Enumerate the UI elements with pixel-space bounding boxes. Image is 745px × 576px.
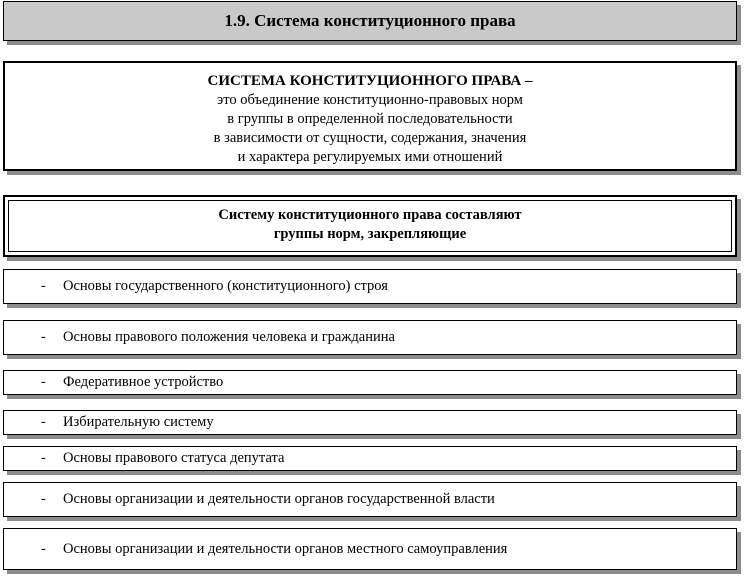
list-item	[3, 370, 737, 395]
list-item	[3, 269, 737, 304]
list-item-label: Основы организации и деятельности органов местного самоуправления	[63, 540, 508, 557]
list-item-label: Основы правового статуса депутата	[63, 450, 285, 466]
composition-inner-frame	[8, 200, 732, 252]
list-item-label: Основы государственного (конституционного) строя	[63, 278, 388, 294]
bullet-dash: -	[41, 540, 46, 557]
definition-line: в группы в определенной последовательности	[227, 111, 513, 127]
definition-line: это объединение конституционно-правовых норм	[217, 92, 523, 108]
definition-line: в зависимости от сущности, содержания, значения	[213, 130, 527, 146]
page-title	[3, 1, 737, 41]
list-item-label: Основы правового положения человека и гражданина	[63, 329, 395, 345]
bullet-dash: -	[41, 374, 46, 390]
list-item	[3, 482, 737, 517]
list-item	[3, 528, 737, 570]
list-item	[3, 446, 737, 471]
composition-line: группы норм, закрепляющие	[273, 226, 467, 242]
bullet-dash: -	[41, 414, 46, 430]
bullet-dash: -	[41, 491, 46, 507]
definition-box	[3, 61, 737, 171]
page-title-text: 1.9. Система конституционного права	[224, 11, 516, 30]
list-item	[3, 320, 737, 355]
list-item-label: Избирательную систему	[63, 414, 214, 430]
composition-box	[3, 195, 737, 257]
definition-heading: СИСТЕМА КОНСТИТУЦИОННОГО ПРАВА –	[207, 73, 533, 89]
bullet-dash: -	[41, 450, 46, 466]
list-item	[3, 410, 737, 435]
list-item-label: Основы организации и деятельности органов государственной власти	[63, 491, 495, 507]
definition-line: и характера регулируемых ими отношений	[237, 149, 503, 165]
bullet-dash: -	[41, 278, 46, 294]
list-item-label: Федеративное устройство	[63, 374, 224, 390]
composition-line: Систему конституционного права составляют	[218, 207, 522, 223]
bullet-dash: -	[41, 329, 46, 345]
